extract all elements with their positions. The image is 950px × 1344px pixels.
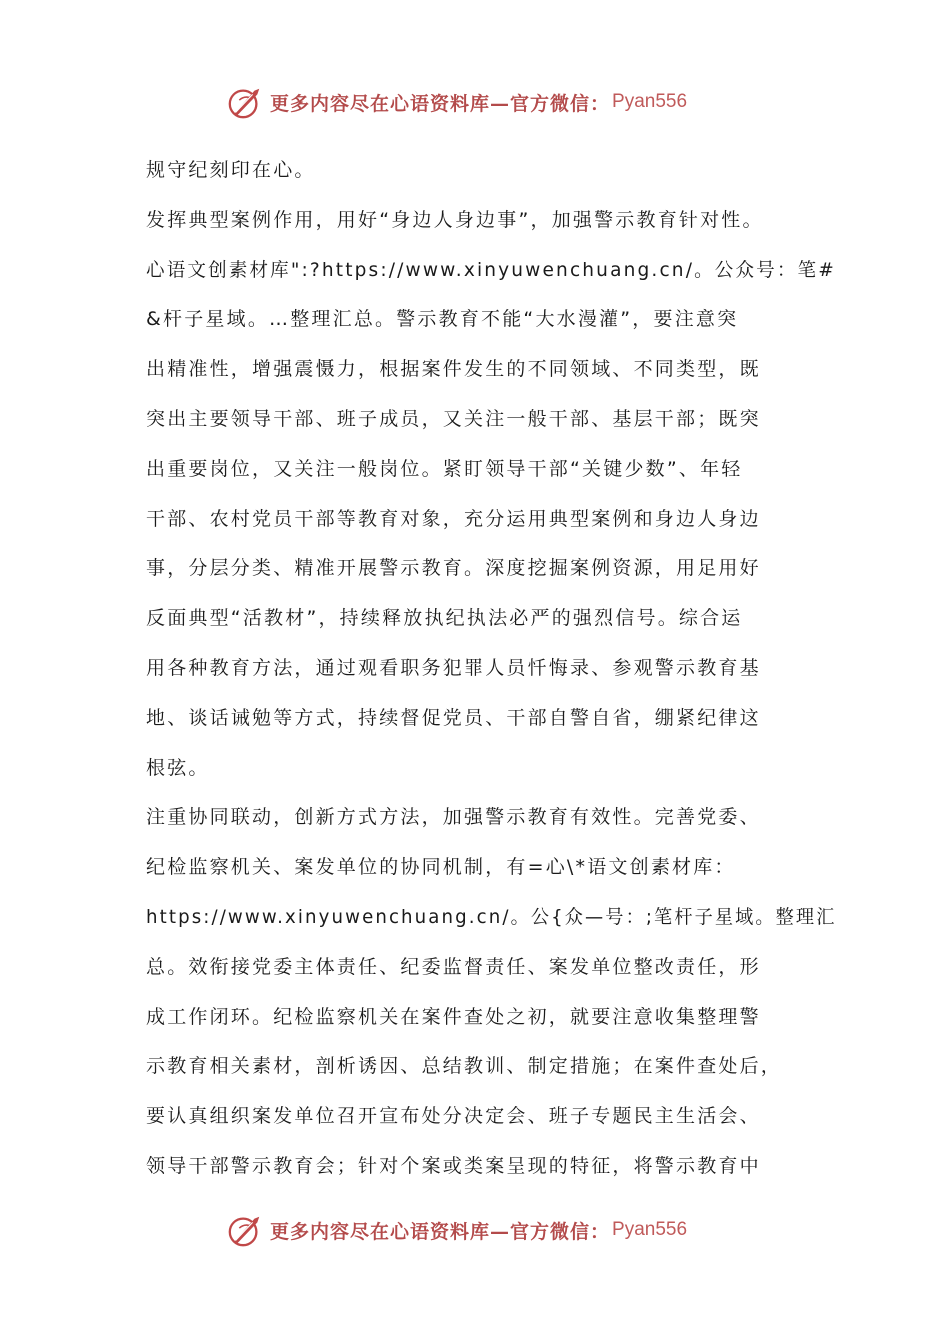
text-line: 示教育相关素材，剖析诱因、总结教训、制定措施；在案件查处后， <box>146 1055 783 1078</box>
text-line: 注重协同联动，创新方式方法，加强警示教育有效性。完善党委、 <box>146 806 761 829</box>
text-line: 事，分层分类、精准开展警示教育。深度挖掘案例资源，用足用好 <box>146 557 761 580</box>
text-line: 干部、农村党员干部等教育对象，充分运用典型案例和身边人身边 <box>146 507 761 530</box>
text-line: 要认真组织案发单位召开宣布处分决定会、班子专题民主生活会、 <box>146 1105 761 1128</box>
header-banner-text: 更多内容尽在心语资料库—官方微信： <box>270 92 611 115</box>
footer-banner <box>226 1210 687 1250</box>
text-line: 纪检监察机关、案发单位的协同机制，有=心\*语文创素材库： <box>146 856 736 879</box>
text-line: 领导干部警示教育会；针对个案或类案呈现的特征，将警示教育中 <box>146 1154 761 1177</box>
text-line: 出精准性，增强震慑力，根据案件发生的不同领域、不同类型，既 <box>146 358 761 381</box>
header-banner <box>226 82 687 122</box>
text-line: 成工作闭环。纪检监察机关在案件查处之初，就要注意收集整理警 <box>146 1005 761 1028</box>
body-text <box>146 146 836 1192</box>
text-line: 总。效衔接党委主体责任、纪委监督责任、案发单位整改责任，形 <box>146 955 761 978</box>
text-line: 出重要岗位，又关注一般岗位。紧盯领导干部“关键少数”、年轻 <box>146 457 743 480</box>
quill-pen-logo-icon <box>226 83 264 121</box>
text-line: &杆子星域。…整理汇总。警示教育不能“大水漫灌”，要注意突 <box>146 308 739 331</box>
footer-banner-wechat-id: Pyan556 <box>612 1219 688 1240</box>
text-line: https://www.xinyuwenchuang.cn/。公{众—号：;笔杆子星域。整理汇 <box>146 905 837 928</box>
text-line: 突出主要领导干部、班子成员，又关注一般干部、基层干部；既突 <box>146 407 761 430</box>
text-line: 发挥典型案例作用，用好“身边人身边事”，加强警示教育针对性。 <box>146 208 764 231</box>
text-line: 根弦。 <box>146 756 210 779</box>
text-line: 用各种教育方法，通过观看职务犯罪人员忏悔录、参观警示教育基 <box>146 656 761 679</box>
text-line: 地、谈话诫勉等方式，持续督促党员、干部自警自省，绷紧纪律这 <box>146 706 761 729</box>
quill-pen-logo-icon <box>226 1211 264 1249</box>
header-banner-wechat-id: Pyan556 <box>612 91 688 112</box>
text-line: 反面典型“活教材”，持续释放执纪执法必严的强烈信号。综合运 <box>146 607 743 630</box>
text-line: 规守纪刻印在心。 <box>146 159 316 181</box>
text-line: 心语文创素材库":?https://www.xinyuwenchuang.cn/。公众号：笔# <box>146 258 836 281</box>
footer-banner-text: 更多内容尽在心语资料库—官方微信： <box>270 1220 611 1243</box>
